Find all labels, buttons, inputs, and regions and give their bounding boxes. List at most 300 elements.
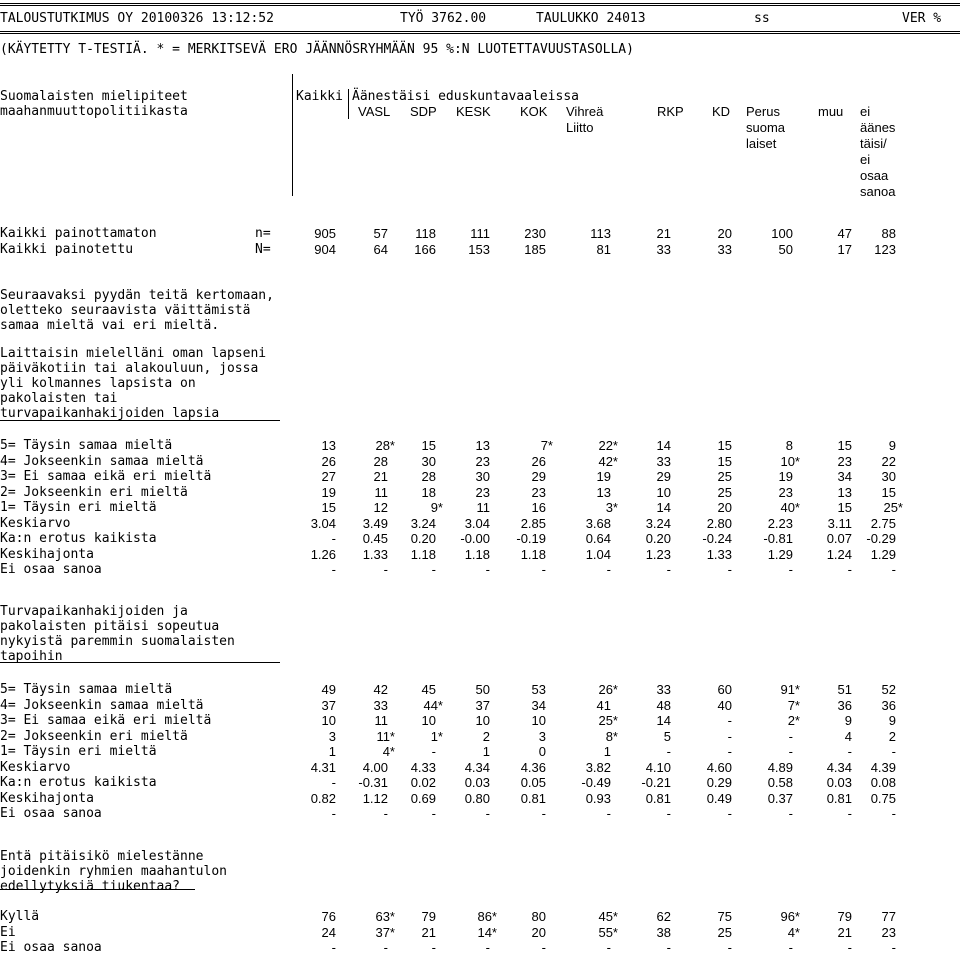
table-cell: 37* [375,924,395,940]
table-cell: 3.49 [362,515,388,531]
question-underline [0,889,195,890]
table-cell: 37 [475,697,490,713]
table-cell: 40 [717,697,732,713]
table-cell: 79 [421,909,436,924]
table-cell: 5 [663,728,671,744]
table-cell: - [331,806,336,821]
table-cell: - [485,806,490,821]
table-cell: 42* [598,453,618,469]
table-cell: - [666,744,671,759]
table-cell: 8 [785,438,793,453]
job-number: TYÖ 3762.00 [400,11,487,26]
table-cell: 4.34 [464,759,490,775]
question-text-line: yli kolmannes lapsista on [0,376,196,391]
header-group: Äänestäisi eduskuntavaaleissa [352,89,579,104]
table-cell: 3.82 [585,759,611,775]
table-cell: 3.24 [645,515,671,531]
table-cell: 23 [531,484,546,500]
table-cell: 1.29 [870,546,896,562]
column-header-label: sanoa [860,184,896,199]
table-cell: 0.08 [870,775,896,790]
table-cell: - [541,940,546,955]
table-cell: 8* [605,728,618,744]
table-cell: - [788,744,793,759]
table-cell: 14 [656,713,671,728]
table-cell: - [666,562,671,577]
table-cell: 11* [376,728,395,744]
table-cell: 4.89 [767,759,793,775]
column-header-label: KD [712,104,731,119]
table-cell: 23 [475,484,490,500]
table-cell: -0.29 [866,531,896,546]
table-cell: 42 [373,682,388,697]
column-header-label: osaa [860,168,889,183]
table-cell: 23 [475,453,490,469]
table-cell: 44* [423,697,443,713]
table-cell: 0.05 [520,775,546,790]
table-cell: 113 [590,226,611,241]
table-cell: 0.81 [520,790,546,806]
table-cell: 23 [778,484,793,500]
table-cell: -0.49 [581,775,611,790]
column-header-label: VASL [358,104,391,119]
company-stamp: TALOUSTUTKIMUS OY 20100326 13:12:52 [0,11,274,26]
row-label: Kaikki painottamaton [0,226,157,241]
table-cell: - [727,713,732,728]
table-cell: 27 [321,469,336,484]
row-label: 1= Täysin eri mieltä [0,500,157,515]
table-cell: 0 [538,744,546,759]
table-cell: -0.31 [358,775,388,790]
table-cell: 123 [874,242,896,257]
column-header-label: Vihreä [566,104,604,119]
table-cell: 15 [717,453,732,469]
table-cell: 15 [837,438,852,453]
table-cell: 51 [837,682,852,697]
table-cell: 4 [844,728,852,744]
row-label: 1= Täysin eri mieltä [0,744,157,759]
table-cell: 34 [837,469,852,484]
table-cell: - [383,940,388,955]
significance-note: (KÄYTETTY T-TESTIÄ. * = MERKITSEVÄ ERO JÄÄNNÖSRYHMÄÄN 95 %:N LUOTETTAVUUSTASOLLA) [0,42,634,57]
table-cell: 40* [780,500,800,515]
table-cell: 22 [881,453,896,469]
table-cell: 12 [373,500,388,515]
table-cell: 2.23 [767,515,793,531]
table-cell: 2.75 [870,515,896,531]
table-cell: 3* [605,500,618,515]
table-cell: 1* [430,728,443,744]
table-cell: 3.04 [310,515,336,531]
table-cell: 10 [656,484,671,500]
intro-line: Seuraavaksi pyydän teitä kertomaan, [0,288,274,303]
question-text-line: tapoihin [0,649,63,664]
table-title-line-1: Suomalaisten mielipiteet [0,89,188,104]
column-header-label: täisi/ [860,136,887,151]
table-cell: 0.81 [826,790,852,806]
row-label: Ka:n erotus kaikista [0,775,157,790]
table-cell: 1.26 [310,546,336,562]
table-cell: 0.75 [870,790,896,806]
table-cell: 1.33 [362,546,388,562]
table-cell: - [891,744,896,759]
table-cell: 0.93 [585,790,611,806]
table-cell: 76 [321,909,336,924]
table-cell: 2.80 [706,515,732,531]
table-cell: 45 [421,682,436,697]
table-cell: 14* [477,924,497,940]
table-cell: 33 [373,697,388,713]
row-label: Kaikki painotettu [0,242,134,257]
table-cell: 60 [717,682,732,697]
table-cell: 1.12 [362,790,388,806]
row-label: Keskihajonta [0,790,94,806]
row-label: Ka:n erotus kaikista [0,531,157,546]
question-text-line: turvapaikanhakijoiden lapsia [0,406,220,421]
table-cell: - [788,728,793,744]
question-text-line: päiväkotiin tai alakouluun, jossa [0,361,259,376]
row-label: 5= Täysin samaa mieltä [0,682,173,697]
table-cell: 80 [531,909,546,924]
table-cell: 185 [524,242,546,257]
table-cell: - [331,940,336,955]
table-cell: 25* [883,500,903,515]
column-header-label: laiset [746,136,777,151]
table-cell: 9 [888,713,896,728]
column-header-label: ei [860,152,871,167]
table-cell: 0.37 [767,790,793,806]
table-cell: - [666,806,671,821]
table-cell: 25* [598,713,618,728]
table-cell: 4.10 [645,759,671,775]
table-cell: 166 [414,242,436,257]
table-cell: 0.03 [464,775,490,790]
table-cell: 81 [596,242,611,257]
table-cell: - [847,940,852,955]
table-cell: 77 [881,909,896,924]
column-header-label: suoma [746,120,786,135]
question-underline [0,662,280,663]
table-cell: 88 [881,226,896,241]
table-cell: 0.20 [645,531,671,546]
table-cell: 1.29 [767,546,793,562]
table-cell: 28* [375,438,395,453]
question-text-line: nykyistä paremmin suomalaisten [0,634,235,649]
question-text-line: joidenkin ryhmien maahantulon [0,864,227,879]
table-cell: 9 [844,713,852,728]
table-cell: 28 [421,469,436,484]
table-cell: 14 [656,438,671,453]
table-cell: 23 [837,453,852,469]
table-cell: 25 [717,469,732,484]
table-cell: 10* [780,453,800,469]
table-cell: 0.81 [645,790,671,806]
intro-line: oletteko seuraavista väittämistä [0,303,251,318]
table-cell: 91* [780,682,800,697]
table-cell: 48 [656,697,671,713]
question-text-line: Laittaisin mielelläni oman lapseni [0,346,267,361]
table-cell: - [666,940,671,955]
table-cell: 52 [881,682,896,697]
table-cell: 22* [598,438,618,453]
table-cell: 100 [771,226,793,241]
table-cell: 47 [837,226,852,241]
table-cell: 1 [482,744,490,759]
column-header-label: Liitto [566,120,594,135]
table-cell: 111 [470,226,490,241]
row-label: 5= Täysin samaa mieltä [0,438,173,453]
table-cell: 0.02 [410,775,436,790]
table-cell: 38 [656,924,671,940]
table-cell: 26* [598,682,618,697]
table-cell: - [891,940,896,955]
table-cell: 30 [421,453,436,469]
table-cell: 0.20 [410,531,436,546]
table-cell: 75 [717,909,732,924]
table-title-line-2: maahanmuuttopolitiikasta [0,104,188,119]
table-cell: 50 [778,242,793,257]
table-cell: 30 [475,469,490,484]
table-cell: 4.39 [870,759,896,775]
table-cell: 4.60 [706,759,732,775]
table-cell: 41 [596,697,611,713]
header-double-rule [0,31,960,34]
table-cell: - [788,940,793,955]
table-cell: 15 [321,500,336,515]
table-cell: 3.04 [464,515,490,531]
table-cell: 7* [787,697,800,713]
table-cell: 10 [475,713,490,728]
table-cell: - [383,806,388,821]
column-header-label: KESK [456,104,491,119]
table-cell: 20 [717,500,732,515]
table-cell: 29 [531,469,546,484]
table-cell: 26 [321,453,336,469]
top-double-rule [0,3,960,6]
table-cell: 0.03 [826,775,852,790]
table-cell: -0.00 [460,531,490,546]
table-cell: - [788,806,793,821]
column-header-label: ei [860,104,871,119]
table-cell: 25 [717,484,732,500]
table-cell: 62 [656,909,671,924]
table-cell: 3 [538,728,546,744]
table-number: TAULUKKO 24013 [536,11,646,26]
table-cell: - [847,562,852,577]
table-cell: - [541,562,546,577]
column-header-label: muu [818,104,844,119]
table-cell: 1.04 [585,546,611,562]
question-text-line: Entä pitäisikö mielestänne [0,849,204,864]
table-cell: 11 [374,713,388,728]
table-cell: 19 [596,469,611,484]
table-cell: 13 [596,484,611,500]
table-cell: 153 [468,242,490,257]
table-cell: 0.45 [362,531,388,546]
table-cell: 50 [475,682,490,697]
question-text-line: edellytyksiä tiukentaa? [0,879,181,894]
table-cell: 26 [531,453,546,469]
table-cell: 24 [321,924,336,940]
table-cell: 36 [881,697,896,713]
table-cell: 28 [373,453,388,469]
table-cell: 19 [778,469,793,484]
table-cell: -0.19 [516,531,546,546]
question-text-line: pakolaisten tai [0,391,118,406]
table-cell: - [541,806,546,821]
table-cell: 0.29 [706,775,732,790]
kaikki-separator [348,89,349,119]
table-cell: 17 [837,242,852,257]
table-cell: - [485,940,490,955]
base-marker: N= [255,242,271,257]
table-cell: 1.33 [706,546,732,562]
table-cell: 20 [531,924,546,940]
table-cell: 3.68 [585,515,611,531]
table-cell: -0.21 [641,775,671,790]
table-cell: 13 [475,438,490,453]
row-label: 4= Jokseenkin samaa mieltä [0,453,204,469]
table-cell: 15 [881,484,896,500]
table-cell: 0.64 [585,531,611,546]
table-cell: - [606,562,611,577]
table-cell: 4* [787,924,800,940]
table-cell: 15 [421,438,436,453]
row-label: 2= Jokseenkin eri mieltä [0,484,188,500]
table-cell: 10 [421,713,436,728]
row-label: Ei [0,924,16,940]
table-cell: - [847,806,852,821]
table-cell: 1 [328,744,336,759]
table-cell: 14 [656,500,671,515]
table-cell: 4* [382,744,395,759]
row-label: Keskiarvo [0,759,71,775]
table-cell: -0.81 [763,531,793,546]
table-cell: 1.23 [645,546,671,562]
table-cell: 9* [430,500,443,515]
row-label: Kyllä [0,909,40,924]
table-cell: 1.24 [826,546,852,562]
column-header-label: KOK [520,104,548,119]
table-cell: 33 [656,682,671,697]
table-cell: - [431,562,436,577]
table-cell: - [431,940,436,955]
table-cell: - [431,806,436,821]
table-cell: - [383,562,388,577]
table-cell: 34 [531,697,546,713]
table-cell: 1.18 [410,546,436,562]
row-label: 2= Jokseenkin eri mieltä [0,728,188,744]
table-cell: 16 [531,500,546,515]
row-label: 3= Ei samaa eikä eri mieltä [0,713,212,728]
table-cell: 57 [373,226,388,241]
row-label: Keskiarvo [0,515,71,531]
table-cell: 53 [531,682,546,697]
table-cell: 19 [321,484,336,500]
table-cell: 0.58 [767,775,793,790]
table-cell: 20 [717,226,732,241]
base-marker: n= [255,226,271,241]
ss-label: ss [754,11,770,26]
table-cell: 4.00 [362,759,388,775]
table-cell: 21 [656,226,671,241]
table-cell: 3.24 [410,515,436,531]
table-cell: 15 [717,438,732,453]
table-cell: 3.11 [827,515,852,531]
table-cell: 30 [881,469,896,484]
table-cell: 3 [328,728,336,744]
table-cell: - [727,562,732,577]
table-cell: 21 [373,469,388,484]
row-label: Ei osaa sanoa [0,806,102,821]
row-label: Ei osaa sanoa [0,562,102,577]
table-cell: - [606,940,611,955]
table-cell: 33 [656,453,671,469]
table-cell: 33 [656,242,671,257]
table-cell: 79 [837,909,852,924]
table-cell: 2 [482,728,490,744]
table-cell: - [431,744,436,759]
table-cell: 13 [321,438,336,453]
column-header-label: SDP [410,104,437,119]
table-cell: 86* [477,909,497,924]
table-cell: 21 [421,924,436,940]
table-cell: 49 [321,682,336,697]
table-cell: 118 [415,226,436,241]
table-cell: 1.18 [520,546,546,562]
table-cell: 21 [837,924,852,940]
table-cell: - [331,775,336,790]
table-cell: 23 [881,924,896,940]
row-label: Keskihajonta [0,546,94,562]
table-cell: 15 [837,500,852,515]
table-cell: - [891,562,896,577]
table-cell: 37 [321,697,336,713]
table-cell: 2 [888,728,896,744]
table-cell: 0.80 [464,790,490,806]
table-cell: 13 [837,484,852,500]
intro-line: samaa mieltä vai eri mieltä. [0,318,220,333]
table-cell: 45* [598,909,618,924]
table-cell: - [891,806,896,821]
table-cell: 10 [321,713,336,728]
question-text-line: pakolaisten pitäisi sopeutua [0,619,220,634]
table-cell: 29 [656,469,671,484]
table-cell: 11 [374,484,388,500]
table-cell: - [331,562,336,577]
table-cell: - [331,531,336,546]
question-underline [0,420,280,421]
table-cell: 10 [531,713,546,728]
row-label: 3= Ei samaa eikä eri mieltä [0,469,212,484]
table-cell: 9 [888,438,896,453]
table-cell: - [727,940,732,955]
table-cell: - [606,806,611,821]
table-cell: - [485,562,490,577]
table-cell: - [727,728,732,744]
table-cell: 0.07 [826,531,852,546]
table-cell: 905 [314,226,336,241]
column-header-label: Perus [746,104,780,119]
version-label: VER % [902,11,942,26]
header-kaikki: Kaikki [296,89,343,104]
table-cell: 18 [421,484,436,500]
table-cell: 0.49 [706,790,732,806]
table-cell: - [847,744,852,759]
table-cell: 230 [524,226,546,241]
table-cell: 1 [603,744,611,759]
table-cell: 4.34 [826,759,852,775]
